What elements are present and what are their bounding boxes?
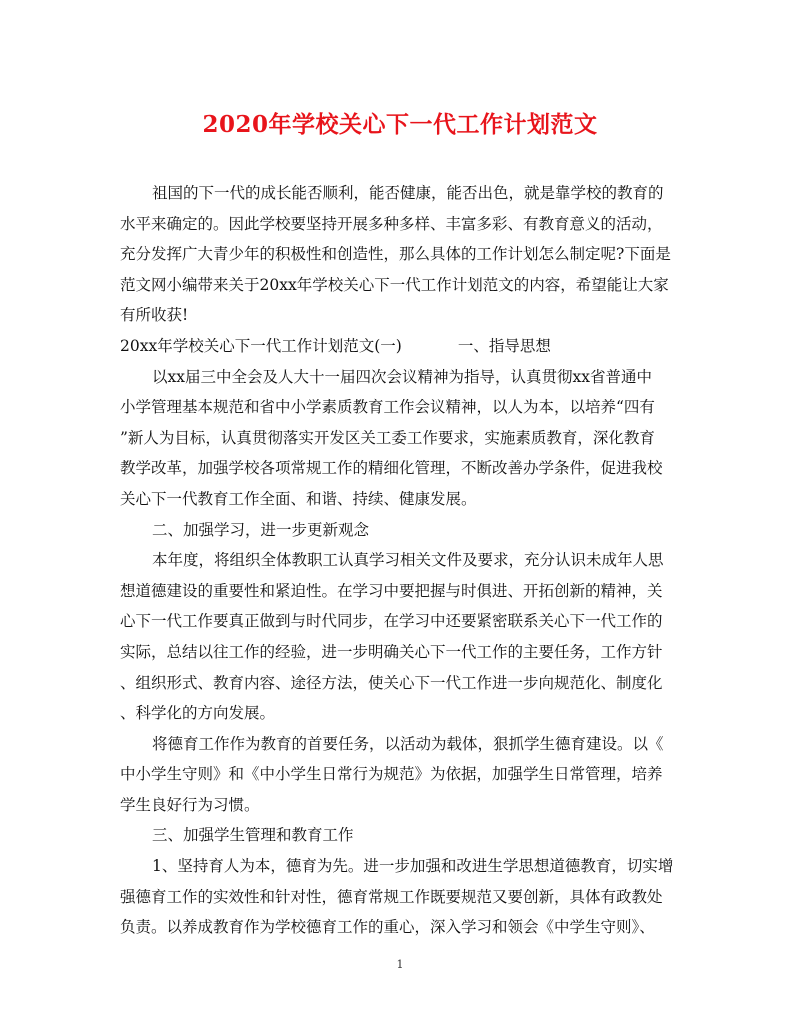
intro-line: 水平来确定的。因此学校要坚持开展多种多样、丰富多彩、有教育意义的活动， [120,214,663,233]
paragraph-line: 强德育工作的实效性和针对性，德育常规工作既要规范又要创新，具体有政教处 [120,887,663,906]
section-heading: 二、加强学习，进一步更新观念 [152,520,370,539]
paragraph-line: ”新人为目标，认真贯彻落实开发区关工委工作要求，实施素质教育，深化教育 [120,428,655,447]
paragraph-line: 心下一代工作要真正做到与时代同步，在学习中还要紧密联系关心下一代工作的 [120,612,663,631]
paragraph-line: 学生良好行为习惯。 [120,795,260,814]
paragraph-line: 本年度，将组织全体教职工认真学习相关文件及要求，充分认识未成年人思 [152,551,664,570]
paragraph-line: 1、坚持育人为本，德育为先。进一步加强和改进生学思想道德教育，切实增 [152,857,674,876]
intro-line: 范文网小编带来关于20xx年学校关心下一代工作计划范文的内容，希望能让大家 [120,275,669,294]
page-number: 1 [396,958,404,971]
section-heading-line [120,331,688,362]
intro-line: 祖国的下一代的成长能否顺利，能否健康，能否出色，就是靠学校的教育的 [152,184,664,202]
paragraph-line: 小学管理基本规范和省中小学素质教育工作会议精神，以人为本，以培养“四有 [120,398,655,417]
paragraph-line: 以xx届三中全会及人大十一届四次会议精神为指导，认真贯彻xx省普通中 [152,367,652,386]
intro-line: 充分发挥广大青少年的积极性和创造性，那么具体的工作计划怎么制定呢?下面是 [120,245,671,264]
paragraph-line: 负责。以养成教育作为学校德育工作的重心，深入学习和领会《中学生守则》、 [120,918,655,937]
paragraph-line: 、科学化的方向发展。 [120,704,276,723]
paragraph-line: 教学改革，加强学校各项常规工作的精细化管理，不断改善办学条件，促进我校 [120,459,663,478]
paragraph-line: 、组织形式、教育内容、途径方法，使关心下一代工作进一步向规范化、制度化 [120,673,663,692]
document-body [120,178,688,943]
paragraph-line: 将德育工作作为教育的首要任务，以活动为载体，狠抓学生德育建设。以《 [152,734,664,753]
intro-line: 有所收获! [120,306,189,325]
section-heading: 三、加强学生管理和教育工作 [152,826,354,845]
document-title: 2020年学校关心下一代工作计划范文 [202,111,598,138]
paragraph-line: 中小学生守则》和《中小学生日常行为规范》为依据，加强学生日常管理，培养 [120,765,663,784]
paragraph-line: 想道德建设的重要性和紧迫性。在学习中要把握与时俱进、开拓创新的精神，关 [120,581,663,600]
section-heading: 一、指导思想 [457,336,551,355]
subtitle-text: 20xx年学校关心下一代工作计划范文(一) [120,336,402,355]
paragraph-line: 实际，总结以往工作的经验，进一步明确关心下一代工作的主要任务，工作方针 [120,642,663,661]
paragraph-line: 关心下一代教育工作全面、和谐、持续、健康发展。 [120,489,477,508]
